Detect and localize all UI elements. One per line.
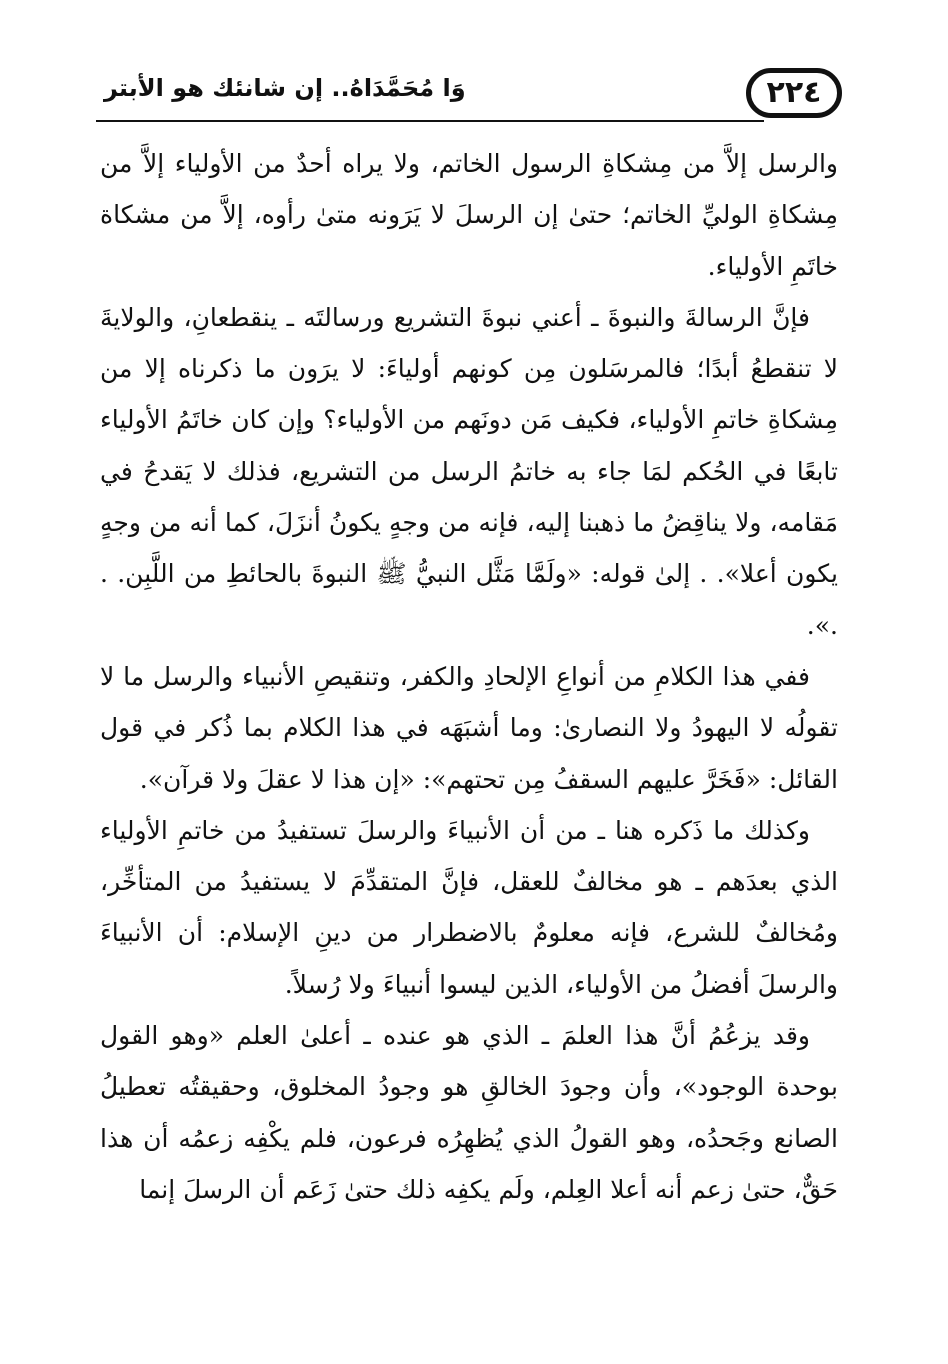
page-number: ٢٢٤ — [746, 68, 842, 118]
header-rule — [96, 120, 764, 122]
paragraph-1: والرسل إلاَّ من مِشكاةِ الرسول الخاتم، ولا يراه أحدٌ من الأولياء إلاَّ من مِشكاةِ الوليِّ الخاتم؛ حتىٰ إن الرسلَ لا يَرَونه متىٰ رأوه، إلاَّ من مشكاة خاتَمِ الأولياء. — [100, 149, 838, 281]
running-title: وَا مُحَمَّدَاهُ.. إن شانئك هو الأبتر — [104, 74, 466, 102]
body-text — [100, 138, 838, 1215]
paragraph-2: فإنَّ الرسالةَ والنبوةَ ـ أعني نبوةَ التشريع ورسالتَه ـ ينقطعانِ، والولايةَ لا تنقطعُ أبدًا؛ فالمرسَلون مِن كونهم أولياءَ: لا يرَون ما ذكرناه إلا من مِشكاةِ خاتمِ الأولياء، فكيف مَن دونَهم من الأولياء؟ وإن كان خاتَمُ الأولياء تابعًا في الحُكم لمَا جاء به خاتمُ الرسل من التشريع، فذلك لا يَقدحُ في مَقامه، ولا يناقِضُ ما ذهبنا إليه، فإنه من وجهٍ يكونُ أنزَلَ، كما أنه من وجهٍ يكون أعلا». . إلىٰ قوله: «ولَمَّا مَثَّل النبيُّ ﷺ النبوةَ بالحائطِ من اللَّبِن. . .». — [100, 302, 838, 640]
paragraph-4: وكذلك ما ذَكره هنا ـ من أن الأنبياءَ والرسلَ تستفيدُ من خاتمِ الأولياء الذي بعدَهم ـ هو مخالفٌ للعقل، فإنَّ المتقدِّمَ لا يستفيدُ من المتأخِّر، ومُخالفٌ للشرع، فإنه معلومٌ بالاضطرار من دينِ الإسلام: أن الأنبياءَ والرسلَ أفضلُ من الأولياء، الذين ليسوا أنبياءَ ولا رُسلاً. — [100, 815, 838, 999]
paragraph-3: ففي هذا الكلامِ من أنواعِ الإلحادِ والكفر، وتنقيصِ الأنبياء والرسل ما لا تقولُه لا اليهودُ ولا النصارىٰ: وما أشبَهَه في هذا الكلام بما ذُكر في قول القائل: «فَخَرَّ عليهم السقفُ مِن تحتهم»: «إن هذا لا عقلَ ولا قرآن». — [100, 661, 838, 794]
page-header — [96, 62, 842, 126]
paragraph-5: وقد يزعُمُ أنَّ هذا العلمَ ـ الذي هو عنده ـ أعلىٰ العلم «وهو القول بوحدة الوجود»، وأن وجودَ الخالقِ هو وجودُ المخلوق، وحقيقتُه تعطيلُ الصانع وجَحدُه، وهو القولُ الذي يُظهِرُه فرعون، فلم يكْفِه زعمُه أن هذا حَقٌّ، حتىٰ زعم أنه أعلا العِلم، ولَم يكفِه ذلك حتىٰ زَعَم أن الرسلَ إنما — [100, 1021, 838, 1204]
